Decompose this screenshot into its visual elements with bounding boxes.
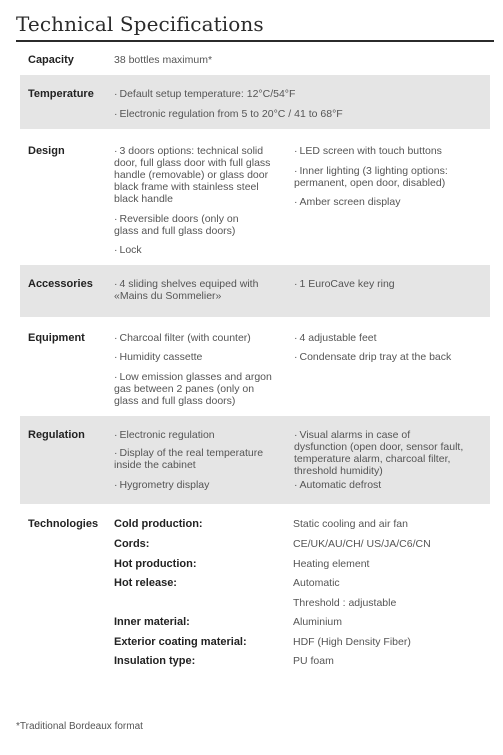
design-item: · Reversible doors (only on glass and full glass doors) — [114, 213, 239, 237]
design-item: · 3 doors options: technical solid door, full glass door with full glass handle (removable) or glass door black frame with stainless steel black handle — [114, 145, 271, 205]
regulation-item: · Automatic defrost — [294, 479, 382, 491]
regulation-item: · Electronic regulation — [114, 429, 215, 441]
tech-value: Static cooling and air fan — [293, 518, 408, 530]
capacity-label: Capacity — [28, 54, 74, 66]
design-item: · Amber screen display — [294, 196, 401, 208]
tech-key: Insulation type: — [114, 655, 196, 667]
tech-value: Automatic — [293, 577, 340, 589]
temperature-item: · Default setup temperature: 12°C/54°F — [114, 88, 296, 100]
tech-key: Hot release: — [114, 577, 177, 589]
regulation-item: · Display of the real temperature inside the cabinet — [114, 447, 264, 471]
design-label: Design — [28, 145, 65, 157]
accessories-label: Accessories — [28, 278, 93, 290]
design-item: · Inner lighting (3 lighting options: permanent, open door, disabled) — [294, 165, 448, 189]
equipment-item: · Condensate drip tray at the back — [294, 351, 452, 363]
tech-key: Cold production: — [114, 518, 203, 530]
tech-value: Heating element — [293, 558, 370, 570]
equipment-item: · Low emission glasses and argon gas between 2 panes (only on glass and full glass doors) — [114, 371, 272, 407]
tech-key: Hot production: — [114, 558, 197, 570]
design-item: · Lock — [114, 244, 142, 256]
regulation-item: · Hygrometry display — [114, 479, 210, 491]
design-item: · LED screen with touch buttons — [294, 145, 442, 157]
tech-key: Cords: — [114, 538, 150, 550]
tech-value: HDF (High Density Fiber) — [293, 636, 411, 648]
equipment-item: · 4 adjustable feet — [294, 332, 377, 344]
tech-key: Inner material: — [114, 616, 190, 628]
tech-value: Threshold : adjustable — [293, 597, 397, 609]
tech-value: PU foam — [293, 655, 334, 667]
tech-value: CE/UK/AU/CH/ US/JA/C6/CN — [293, 538, 431, 550]
footnote: *Traditional Bordeaux format — [16, 721, 143, 732]
accessories-item: · 1 EuroCave key ring — [294, 278, 395, 290]
tech-value: Aluminium — [293, 616, 343, 628]
regulation-item: · Visual alarms in case of dysfunction (open door, sensor fault, temperature alarm, charcoal filter, threshold humidity) — [294, 429, 464, 477]
capacity-value: 38 bottles maximum* — [114, 54, 213, 66]
tech-key: Exterior coating material: — [114, 636, 247, 648]
temperature-label: Temperature — [28, 88, 94, 100]
equipment-item: · Charcoal filter (with counter) — [114, 332, 251, 344]
accessories-item: · 4 sliding shelves equiped with «Mains du Sommelier» — [114, 278, 259, 302]
equipment-label: Equipment — [28, 332, 85, 344]
page-title: Technical Specifications — [16, 12, 264, 36]
title-rule — [16, 40, 494, 42]
temperature-band — [20, 75, 490, 129]
regulation-label: Regulation — [28, 429, 85, 441]
temperature-item: · Electronic regulation from 5 to 20°C / 41 to 68°F — [114, 108, 343, 120]
equipment-item: · Humidity cassette — [114, 351, 203, 363]
technologies-label: Technologies — [28, 518, 99, 530]
